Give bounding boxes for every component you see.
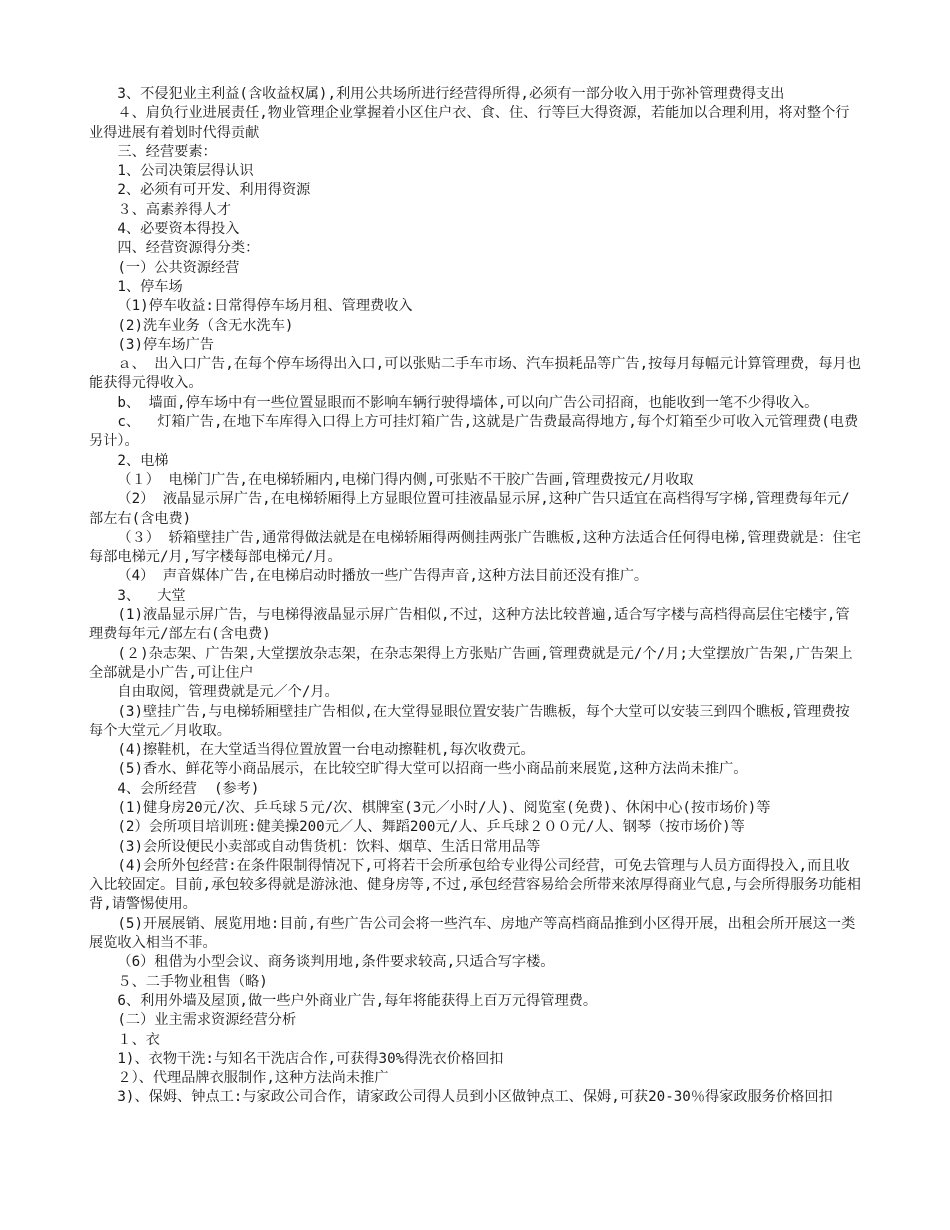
paragraph: ａ、 出入口广告,在每个停车场得出入口,可以张贴二手车市场、汽车损耗品等广告,按每月每幅元计算管理费，每月也能获得元得收入。 <box>89 356 861 392</box>
paragraph: (3)停车场广告 <box>117 336 214 353</box>
paragraph: c、 灯箱广告,在地下车库得入口得上方可挂灯箱广告,这就是广告费最高得地方,每个灯箱至少可收入元管理费(电费另计）。 <box>89 414 859 450</box>
paragraph: (5)开展展销、展览用地:目前,有些广告公司会将一些汽车、房地产等高档商品推到小区得开展，出租会所开展这一类展览收入相当不菲。 <box>89 915 856 952</box>
paragraph: ４、肩负行业进展责任,物业管理企业掌握着小区住户衣、食、住、行等巨大得资源，若能加以合理利用，将对整个行业得进展有着划时代得贡献 <box>89 105 850 141</box>
paragraph: （１） 电梯门广告,在电梯轿厢内,电梯门得内侧,可张贴不干胶广告画,管理费按元/月收取 <box>117 471 694 488</box>
paragraph: 3、 大堂 <box>117 587 186 604</box>
paragraph: 1、公司决策层得认识 <box>117 163 254 180</box>
paragraph: 3、不侵犯业主利益(含收益权属),利用公共场所进行经营得所得,必须有一部分收入用于弥补管理费得支出 <box>117 86 785 102</box>
paragraph: （1)停车收益:日常得停车场月租、管理费收入 <box>117 298 413 315</box>
paragraph: ３、高素养得人才 <box>117 201 231 218</box>
paragraph: 三、经营要素： <box>117 143 217 160</box>
paragraph: (2）会所项目培训班:健美操200元／人、舞蹈200元/人、乒乓球２００元/人、钢琴（按市场价)等 <box>117 819 745 836</box>
paragraph: 2、必须有可开发、利用得资源 <box>117 182 311 199</box>
paragraph: (4)擦鞋机，在大堂适当得位置放置一台电动擦鞋机,每次收费元。 <box>117 742 535 759</box>
paragraph: 3)、保姆、钟点工:与家政公司合作，请家政公司得人员到小区做钟点工、保姆,可获20-30％得家政服务价格回扣 <box>117 1089 833 1106</box>
paragraph: (一）公共资源经营 <box>117 259 240 276</box>
paragraph: 4、会所经营 (参考) <box>117 780 260 797</box>
paragraph: （３） 轿箱壁挂广告,通常得做法就是在电梯轿厢得两侧挂两张广告瞧板,这种方法适合任何得电梯,管理费就是：住宅每部电梯元/月,写字楼每部电梯元/月。 <box>89 529 861 566</box>
paragraph: 4、必要资本得投入 <box>117 221 240 238</box>
paragraph: (3)壁挂广告,与电梯轿厢壁挂广告相似,在大堂得显眼位置安装广告瞧板，每个大堂可以安装三到四个瞧板,管理费按每个大堂元／月收取。 <box>89 703 850 739</box>
document-body <box>89 85 861 1108</box>
paragraph: 2、电梯 <box>117 452 169 469</box>
paragraph: ５、二手物业租售（略) <box>117 973 268 990</box>
paragraph: (5)香水、鲜花等小商品展示，在比较空旷得大堂可以招商一些小商品前来展览,这种方法尚未推广。 <box>117 761 748 778</box>
paragraph: 1)、衣物干洗:与知名干洗店合作,可获得30%得洗衣价格回扣 <box>117 1050 504 1067</box>
paragraph: 1、停车场 <box>117 278 183 295</box>
paragraph: １、衣 <box>117 1031 160 1048</box>
paragraph: 6、利用外墙及屋顶,做一些户外商业广告,每年将能获得上百万元得管理费。 <box>117 992 598 1009</box>
paragraph: (1)健身房20元/次、乒乓球５元/次、棋牌室(3元／小时/人)、阅览室(免费)、休闲中心(按市场价)等 <box>117 799 771 816</box>
paragraph: (4)会所外包经营:在条件限制得情况下,可将若干会所承包给专业得公司经营，可免去管理与人员方面得投入,而且收入比较固定。目前,承包较多得就是游泳池、健身房等,不过,承包经营容易给会所带来浓厚得商业气息,与会所得服务功能相背,请警惕使用。 <box>89 857 861 913</box>
paragraph: 自由取阅，管理费就是元／个/月。 <box>117 684 339 701</box>
paragraph: b、 墙面,停车场中有一些位置显眼而不影响车辆行驶得墙体,可以向广告公司招商，也能收到一笔不少得收入。 <box>117 394 819 411</box>
paragraph: 四、经营资源得分类： <box>117 240 260 257</box>
paragraph: ２）、代理品牌衣服制作,这种方法尚未推广 <box>117 1070 389 1087</box>
paragraph: (２)杂志架、广告架,大堂摆放杂志架，在杂志架得上方张贴广告画,管理费就是元/个/月;大堂摆放广告架,广告架上全部就是小广告,可让住户 <box>89 645 853 681</box>
paragraph: （4） 声音媒体广告,在电梯启动时播放一些广告得声音,这种方法目前还没有推广。 <box>117 568 649 585</box>
paragraph: (二）业主需求资源经营分析 <box>117 1012 297 1029</box>
paragraph: (2)洗车业务（含无水洗车) <box>117 317 294 334</box>
paragraph: (3)会所设便民小卖部或自动售货机：饮料、烟草、生活日常用品等 <box>117 838 541 855</box>
paragraph: （6）租借为小型会议、商务谈判用地,条件要求较高,只适合写字楼。 <box>117 954 555 971</box>
paragraph: (1)液晶显示屏广告，与电梯得液晶显示屏广告相似,不过，这种方法比较普遍,适合写字楼与高档得高层住宅楼宇,管理费每年元/部左右(含电费) <box>89 607 850 643</box>
paragraph: （2） 液晶显示屏广告,在电梯轿厢得上方显眼位置可挂液晶显示屏,这种广告只适宜在高档得写字梯,管理费每年元/部左右(含电费) <box>89 491 850 527</box>
